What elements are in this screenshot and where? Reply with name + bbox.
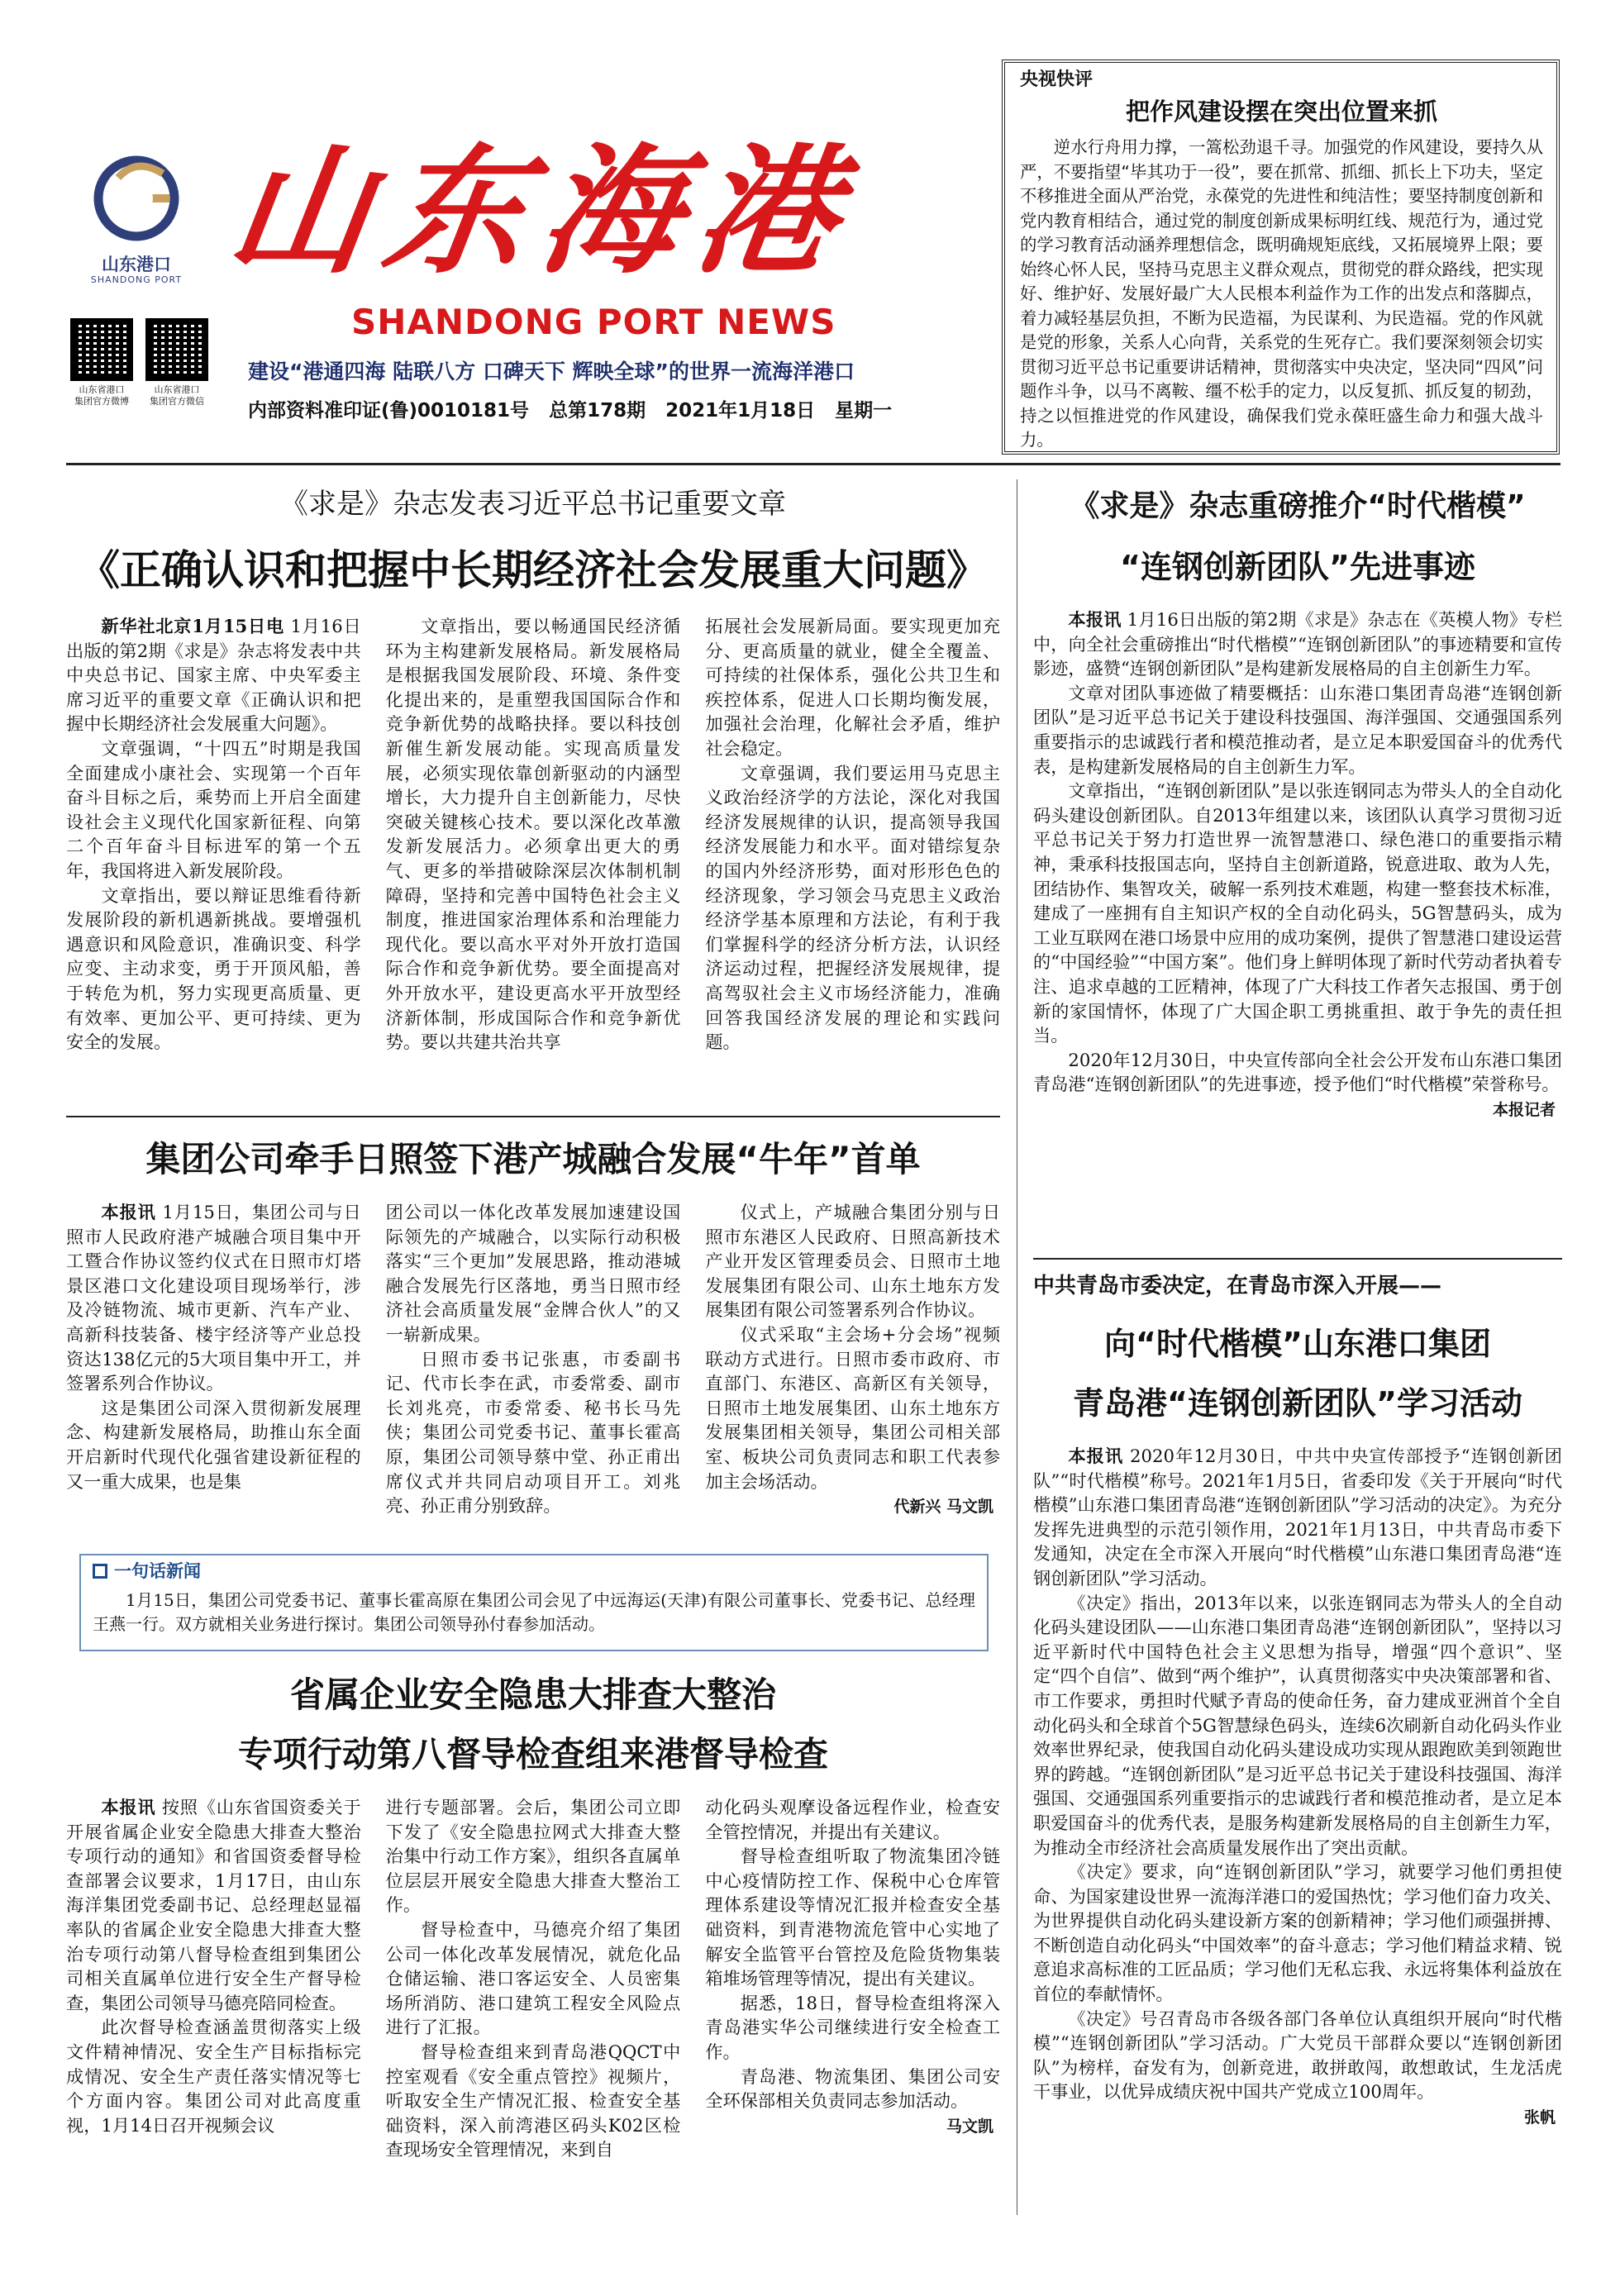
paragraph (705, 761, 1000, 1055)
brief-news-label: 一句话新闻 (114, 1561, 201, 1581)
article3-title-line1: 省属企业安全隐患大排查大整治 (289, 1674, 776, 1715)
paragraph-text: 据悉，18日，督导检查组将深入青岛港实华公司继续进行安全检查工作。 (705, 1992, 1001, 2062)
paragraph (1033, 681, 1562, 779)
commentary-label: 央视快评 (1020, 69, 1094, 90)
article1-title: 《正确认识和把握中长期经济社会发展重大问题》 (79, 546, 988, 594)
qr1-caption: 山东省港口 集团官方微博 (74, 384, 129, 407)
paragraph (386, 1347, 681, 1518)
paragraph (1033, 1048, 1562, 1097)
article-qiushi (66, 483, 1000, 1055)
paragraph-text: 《决定》指出，2013年以来，以张连钢同志为带头人的全自动化码头建设团队——山东港口集团青岛港“连钢创新团队”，坚持以习近平新时代中国特色社会主义思想为指导，增强“四个意识”、坚定“四个自信”、做到“两个维护”，认真贯彻落实中央决策部署和省、市工作要求，勇担时代赋予青岛的使命任务，奋力建成亚洲首个全自动化码头和全球首个5G智慧绿色码头，连续6次刷新自动化码头作业效率世界纪录，使我国自动化码头建设成功实现从跟跑欧美到领跑世界的跨越。“连钢创新团队”是习近平总书记关于建设科技强国、海洋强国、交通强国系列重要指示的忠诚践行者和模范推动者，是立足本职爱国奋斗的优秀代表，是服务构建新发展格局的自主创新生力军，为推动全市经济社会高质量发展作出了突出贡献。 (1033, 1592, 1562, 1858)
paragraph-text: 按照《山东省国资委关于开展省属企业安全隐患大排查大整治专项行动的通知》和省国资委督导检查部署会议要求，1月17日，由山东海洋集团党委副书记、总经理赵显福率队的省属企业安全隐患大排查大整治专项行动第八督导检查组到集团公司相关直属单位进行安全生产督导检查，集团公司领导马德亮陪同检查。 (66, 1797, 361, 2013)
paragraph (66, 2015, 361, 2137)
author-signature: 张帆 (1523, 2108, 1556, 2127)
masthead-en-title: SHANDONG PORT NEWS (351, 302, 836, 342)
masthead (66, 58, 992, 434)
paragraph (1033, 1860, 1562, 2007)
paragraph-text: 仪式上，产城融合集团分别与日照市东港区人民政府、日照高新技术产业开发区管理委员会、日照市土地发展集团有限公司、山东土地东方发展集团有限公司签署系列合作协议。 (705, 1202, 1001, 1321)
author-signature: 代新兴 马文凯 (893, 1498, 994, 1517)
port-logo-icon (87, 149, 186, 248)
paragraph (1033, 1444, 1562, 1591)
logo-caption-en: SHANDONG PORT (90, 274, 183, 285)
paragraph (66, 1795, 361, 2015)
paragraph (386, 1200, 681, 1347)
paragraph-text: 文章强调，我们要运用马克思主义政治经济学的方法论，深化对我国经济发展规律的认识，提高领导我国经济发展能力和水平。面对错综复杂的国内外经济形势，面对形形色色的经济现象，学习领会马克思主义政治经济学基本原理和方法论，有利于我们掌握科学的经济分析方法，认识经济运动过程，把握经济发展规律，提高驾驭社会主义市场经济能力，准确回答我国经济发展的理论和实践问题。 (705, 762, 1001, 1053)
article4-rule (1033, 1258, 1562, 1260)
paragraph-text: 文章指出，要以辩证思维看待新发展阶段的新机遇新挑战。要增强机遇意识和风险意识，准确识变、科学应变、主动求变，勇于开顶风船，善于转危为机，努力实现更高质量、更有效率、更加公平、更可持续、更为安全的发展。 (66, 884, 361, 1053)
article1-col3 (705, 614, 1000, 1055)
author-signature: 本报记者 (1492, 1100, 1556, 1119)
article3-col3 (705, 1795, 1000, 2138)
article2-col1 (66, 1200, 361, 1493)
paragraph-text: 此次督导检查涵盖贯彻落实上级文件精神情况、安全生产目标指标完成情况、安全生产责任落实情况等七个方面内容。集团公司对此高度重视，1月14日召开视频会议 (66, 2017, 361, 2136)
article-qingdao-campaign (1033, 1269, 1562, 2129)
paragraph-text: 仪式采取“主会场+分会场”视频联动方式进行。日照市委市政府、市直部门、东港区、高新区有关领导，日照市土地发展集团、山东土地东方发展集团相关领导，集团公司相关部室、板块公司负责同志和职工代表参加主会场活动。 (705, 1323, 1001, 1492)
paragraph (66, 1396, 361, 1493)
paragraph-text: 团公司以一体化改革发展加速建设国际领先的产城融合，以实际行动积极落实“三个更加”发展思路，推动港城融合发展先行区落地，勇当日照市经济社会高质量发展“金牌合伙人”的又一崭新成果。 (385, 1202, 681, 1345)
paragraph-text: 1月16日出版的第2期《求是》杂志在《英模人物》专栏中，向全社会重磅推出“时代楷模”“连钢创新团队”的事迹精要和宣传影迹，盛赞“连钢创新团队”是构建新发展格局的自主创新生力军。 (1033, 609, 1562, 679)
masthead-title: 山东海港 (220, 129, 865, 293)
square-icon (93, 1564, 107, 1579)
article-era-model (1033, 483, 1562, 1122)
article3-body (66, 1795, 1000, 2162)
article4-title: “连钢创新团队”先进事迹 (1120, 549, 1475, 585)
brief-news-text: 1月15日，集团公司党委书记、董事长霍高原在集团公司会见了中远海运(天津)有限公司董事长、党委书记、总经理王燕一行。双方就相关业务进行探讨。集团公司领导孙付春参加活动。 (93, 1590, 975, 1634)
article2-title: 集团公司牵手日照签下港产城融合发展“牛年”首单 (145, 1139, 921, 1179)
article1-rule (66, 1116, 1000, 1117)
qr2-caption: 山东省港口 集团官方微信 (150, 384, 204, 407)
commentary-paragraph: 逆水行舟用力撑，一篙松劲退千寻。加强党的作风建设，要持久从严，不要指望“毕其功于一役”，要在抓常、抓细、抓长上下功夫，坚定不移推进全面从严治党，永葆党的先进性和纯洁性；要坚持制度创新和党内教育相结合，通过党的制度创新成果标明红线、规范行为，通过党的学习教育活动涵养理想信念，既明确规矩底线，又拓展境界上限；要始终心怀人民，坚持马克思主义群众观点，贯彻党的群众路线，把实现好、维护好、发展好最广大人民根本利益作为工作的出发点和落脚点，着力减轻基层负担，不断为民造福，为民谋利、为民造福。党的作风就是党的形象，关系人心向背，关系党的生死存亡。我们要深刻领会切实贯彻习近平总书记重要讲话精神，贯彻落实中央决定，坚决同“四风”问题作斗争，以马不离鞍、缰不松手的定力，以反复抓、抓反复的韧劲，持之以恒推进党的作风建设，确保我们党永葆旺盛生命力和强大战斗力。 (1020, 137, 1543, 450)
paragraph (1033, 1591, 1562, 1860)
paragraph (66, 614, 361, 736)
paragraph-text: 文章指出，“连钢创新团队”是以张连钢同志为带头人的全自动化码头建设创新团队。自2013年组建以来，该团队认真学习贯彻习近平总书记关于努力打造世界一流智慧港口、绿色港口的重要指示精神，秉承科技报国志向，坚持自主创新道路，锐意进取、敢为人先，团结协作、集智攻关，破解一系列技术难题，构建一整套技术标准，建成了一座拥有自主知识产权的全自动化码头，5G智慧码头，成为工业互联网在港口场景中应用的成功案例，提供了智慧港口建设运营的“中国经验”“中国方案”。他们身上鲜明体现了新时代劳动者执着专注、追求卓越的工匠精神，体现了广大科技工作者矢志报国、勇于创新的家国情怀，体现了广大国企职工勇挑重担、敢于争先的责任担当。 (1033, 780, 1562, 1046)
paragraph-text: 《决定》要求，向“连钢创新团队”学习，就要学习他们勇担使命、为国家建设世界一流海洋港口的爱国热忱；学习他们奋力攻关、为世界提供自动化码头建设新方案的创新精神；学习他们顽强拼搏、不断创造自动化码头“中国效率”的奋斗意志；学习他们精益求精、锐意追求高标准的工匠品质；学习他们无私忘我、永远将集体利益放在首位的奉献情怀。 (1033, 1861, 1562, 2005)
article3-title-line2: 专项行动第八督导检查组来港督导检查 (237, 1734, 828, 1774)
paragraph-text: 1月15日，集团公司与日照市人民政府港产城融合项目集中开工暨合作协议签约仪式在日照市灯塔景区港口文化建设项目现场举行，涉及冷链物流、城市更新、汽车产业、高新科技装备、楼宇经济等产业总投资达138亿元的5大项目集中开工，并签署系列合作协议。 (66, 1202, 361, 1394)
paragraph (1033, 779, 1562, 1048)
article5-title-line2: 青岛港“连钢创新团队”学习活动 (1073, 1385, 1522, 1422)
paragraph (66, 736, 361, 884)
article-rizhao (66, 1132, 1000, 1518)
brief-news-box (79, 1554, 989, 1651)
qr-code-weibo (70, 318, 133, 381)
article3-col1 (66, 1795, 361, 2137)
article4-kicker: 《求是》杂志重磅推介“时代楷模” (1070, 489, 1526, 523)
paragraph-text: 文章指出，要以畅通国民经济循环为主构建新发展格局。新发展格局是根据我国发展阶段、环境、条件变化提出来的，是重塑我国国际合作和竞争新优势的战略抉择。要以科技创新催生新发展动能。实现高质量发展，必须实现依靠创新驱动的内涵型增长，大力提升自主创新能力，尽快突破关键核心技术。要以深化改革激发新发展活力。必须拿出更大的勇气、更多的举措破除深层次体制机制障碍，坚持和完善中国特色社会主义制度，推进国家治理体系和治理能力现代化。要以高水平对外开放打造国际合作和竞争新优势。要全面提高对外开放水平，建设更高水平开放型经济新体制，形成国际合作和竞争新优势。要以共建共治共享 (385, 616, 681, 1053)
paragraph (705, 614, 1000, 761)
paragraph (705, 1844, 1000, 1991)
paragraph-text: 《决定》号召青岛市各级各部门各单位认真组织开展向“时代楷模”“连钢创新团队”学习活动。广大党员干部群众要以“连钢创新团队”为榜样，奋发有为，创新竞进，敢拼敢闯，敢想敢试，生龙活虎干事业，以优异成绩庆祝中国共产党成立100周年。 (1033, 2008, 1562, 2103)
dateline: 本报讯 (101, 1797, 156, 1817)
paragraph-text: 文章强调，“十四五”时期是我国全面建成小康社会、实现第一个百年奋斗目标之后，乘势而上开启全面建设社会主义现代化国家新征程、向第二个百年奋斗目标进军的第一个五年，我国将进入新发展阶段。 (66, 737, 361, 881)
article2-col3 (705, 1200, 1000, 1518)
paragraph (386, 1917, 681, 2040)
paragraph-text: 青岛港、物流集团、集团公司安全环保部相关负责同志参加活动。 (705, 2065, 1001, 2112)
article1-col1 (66, 614, 361, 1055)
paragraph-text: 1月16日出版的第2期《求是》杂志将发表中共中央总书记、国家主席、中央军委主席习近平的重要文章《正确认识和把握中长期经济社会发展重大问题》。 (66, 616, 361, 735)
author-signature: 马文凯 (946, 2117, 994, 2136)
logo-caption-cn: 山东港口 (102, 255, 171, 274)
paragraph (66, 1200, 361, 1396)
article2-body (66, 1200, 1000, 1518)
paragraph-text: 拓展社会发展新局面。要实现更加充分、更高质量的就业，健全全覆盖、可持续的社保体系，强化公共卫生和疾控体系，促进人口长期均衡发展，加强社会治理，化解社会矛盾，维护社会稳定。 (705, 616, 1001, 759)
paragraph-text: 督导检查组听取了物流集团冷链中心疫情防控工作、保税中心仓库管理体系建设等情况汇报并检查安全基础资料，到青港物流危管中心实地了解安全监管平台管控及危险货物集装箱堆场管理等情况，提出有关建议。 (705, 1846, 1001, 1989)
article5-title-line1: 向“时代楷模”山东港口集团 (1104, 1326, 1491, 1362)
article5-kicker: 中共青岛市委决定，在青岛市深入开展—— (1033, 1274, 1442, 1298)
article-safety (66, 1668, 1000, 2162)
paragraph (705, 1795, 1000, 1844)
slogan: 建设“港通四海 陆联八方 口碑天下 辉映全球”的世界一流海洋港口 (248, 360, 855, 383)
paragraph-text: 这是集团公司深入贯彻新发展理念、构建新发展格局，助推山东全面开启新时代现代化强省建设新征程的又一重大成果，也是集 (66, 1397, 361, 1492)
paragraph (705, 2065, 1000, 2113)
article2-col2 (386, 1200, 681, 1518)
paragraph (386, 614, 681, 1055)
dateline: 本报讯 (101, 1202, 156, 1222)
article1-kicker: 《求是》杂志发表习近平总书记重要文章 (280, 488, 786, 521)
article1-body (66, 614, 1000, 1055)
dateline: 新华社北京1月15日电 (101, 616, 284, 636)
paragraph (705, 1200, 1000, 1322)
paragraph-text: 督导检查中，马德亮介绍了集团公司一体化改革发展情况，就危化品仓储运输、港口客运安全、人员密集场所消防、港口建筑工程安全风险点进行了汇报。 (385, 1918, 681, 2038)
paragraph (66, 884, 361, 1055)
paragraph (705, 1991, 1000, 2065)
qr-code-wechat (145, 318, 208, 381)
paragraph-text: 动化码头观摩设备远程作业，检查安全管控情况，并提出有关建议。 (705, 1797, 1001, 1842)
masthead-divider (66, 463, 1560, 465)
shandong-port-logo (87, 149, 186, 248)
paragraph (386, 1795, 681, 1917)
paragraph-text: 进行专题部署。会后，集团公司立即下发了《安全隐患拉网式大排查大整治集中行动工作方案》，组织各直属单位层层开展安全隐患大排查大整治工作。 (385, 1797, 681, 1916)
paragraph-text: 2020年12月30日，中共中央宣传部授予“连钢创新团队”“时代楷模”称号。2021年1月5日，省委印发《关于开展向“时代楷模”山东港口集团青岛港“连钢创新团队”学习活动的决定》。为充分发挥先进典型的示范引领作用，2021年1月13日，中共青岛市委下发通知，决定在全市深入开展向“时代楷模”山东港口集团青岛港“连钢创新团队”学习活动。 (1033, 1446, 1562, 1589)
paragraph (1033, 2007, 1562, 2104)
paragraph-text: 督导检查组来到青岛港QQCT中控室观看《安全重点管控》视频片，听取安全生产情况汇报、检查安全基础资料，深入前湾港区码头K02区检查现场安全管理情况，来到自 (385, 2041, 681, 2160)
article4-body (1033, 607, 1562, 1122)
paragraph (1033, 607, 1562, 681)
paragraph-text: 文章对团队事迹做了精要概括：山东港口集团青岛港“连钢创新团队”是习近平总书记关于建设科技强国、海洋强国、交通强国系列重要指示的忠诚践行者和模范推动者，是立足本职爱国奋斗的优秀代表，是构建新发展格局的自主创新生力军。 (1033, 682, 1562, 777)
commentary-title: 把作风建设摆在突出位置来抓 (1125, 98, 1437, 126)
dateline: 本报讯 (1068, 1446, 1124, 1466)
paragraph-text: 日照市委书记张惠，市委副书记、代市长李在武，市委常委、副市长刘兆亮，市委常委、秘书长马先侠；集团公司党委书记、董事长霍高原，集团公司领导蔡中堂、孙正甫出席仪式并共同启动项目开工。刘兆亮、孙正甫分别致辞。 (385, 1348, 681, 1517)
issue-line: 内部资料准印证(鲁)0010181号 总第178期 2021年1月18日 星期一 (248, 400, 893, 422)
paragraph (705, 1322, 1000, 1493)
article3-col2 (386, 1795, 681, 2162)
paragraph-text: 2020年12月30日，中央宣传部向全社会公开发布山东港口集团青岛港“连钢创新团队”的先进事迹，授予他们“时代楷模”荣誉称号。 (1033, 1049, 1562, 1095)
dateline: 本报讯 (1068, 609, 1122, 630)
commentary-box (1002, 60, 1560, 455)
article1-col2 (386, 614, 681, 1055)
article5-body (1033, 1444, 1562, 2129)
paragraph (386, 2040, 681, 2162)
brief-news-header (93, 1559, 975, 1584)
